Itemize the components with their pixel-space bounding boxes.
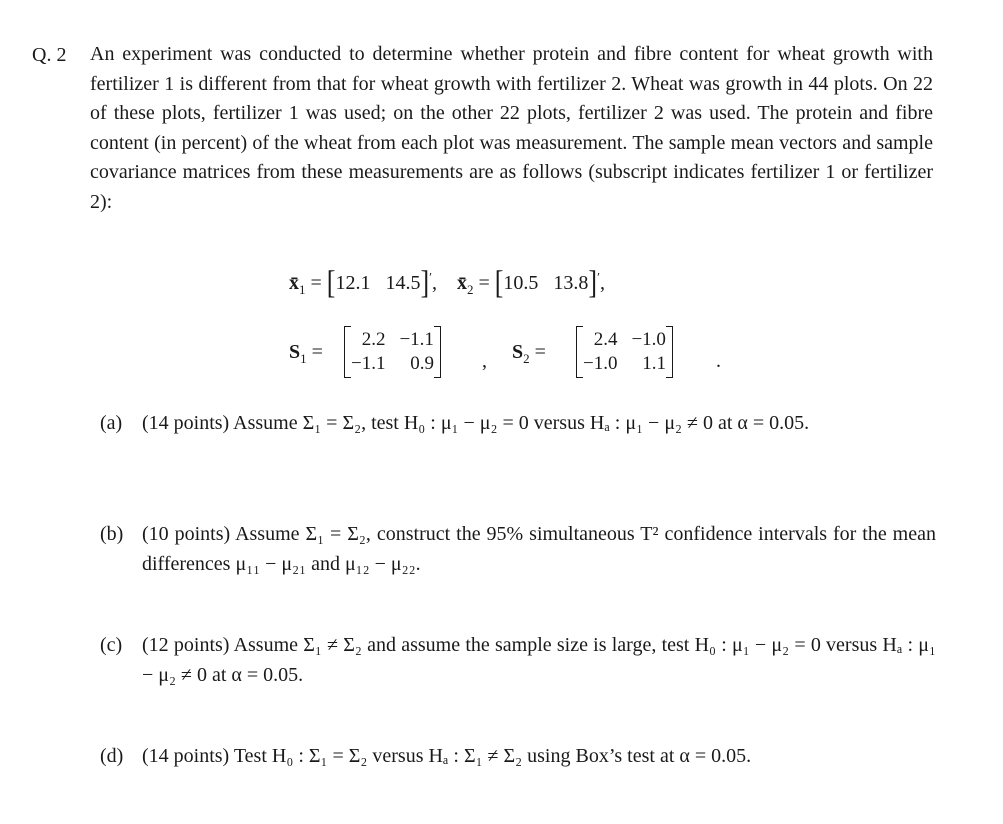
x1-value-2: 14.5 bbox=[385, 272, 421, 294]
question-intro: An experiment was conducted to determine whether protein and fibre content for wheat growth with fertilizer 1 is different from that for wheat growth with fertilizer 2. Wheat was growth in 44 plots. On 22 of these plots, fertilizer 1 was used; on the other 22 plots, fertilizer 2 was used. The protein and fibre content (in percent) of the wheat from each plot was measurement. The sample mean vectors and sample covariance matrices from these measurements are as follows (subscript indicates fertilizer 1 or fertilizer 2): bbox=[90, 43, 933, 213]
s1-label-group: $S_1$ = bbox=[289, 341, 323, 366]
s2-cell-22: 1.1 bbox=[642, 353, 666, 374]
s2-symbol: S bbox=[512, 341, 524, 363]
part-b-text: Assume Σ₁ = Σ₂, construct the 95% simultaneous T² confidence intervals for the mean differences μ₁₁ − μ₂₁ and μ₁₂ − μ₂₂. bbox=[142, 523, 936, 575]
part-d-label: (d) bbox=[100, 745, 124, 767]
s1-cell-22: 0.9 bbox=[410, 353, 434, 374]
x2-symbol: x̄ bbox=[456, 272, 467, 294]
part-c-points: (12 points) bbox=[142, 634, 230, 656]
mean-vectors-line: $x̄_1 = [12.1$ 14.5]′, $x̄_2 = [10.5$ 13.8]′, bbox=[289, 264, 605, 301]
part-a bbox=[100, 409, 936, 439]
s1-subscript: 1 bbox=[300, 351, 307, 366]
s2-cell-12: −1.0 bbox=[631, 329, 666, 350]
x2-value-1: 10.5 bbox=[503, 272, 539, 294]
x1-symbol: x̄ bbox=[289, 272, 299, 294]
s1-cell-12: −1.1 bbox=[399, 329, 434, 350]
x2-subscript: 2 bbox=[466, 282, 474, 297]
part-a-points: (14 points) bbox=[142, 412, 230, 434]
part-a-text: Assume Σ₁ = Σ₂, test H₀ : μ₁ − μ₂ = 0 versus Hₐ : μ₁ − μ₂ ≠ 0 at α = 0.05. bbox=[233, 412, 810, 434]
part-d bbox=[100, 742, 936, 772]
part-b-label: (b) bbox=[100, 523, 124, 545]
part-c-text: Assume Σ₁ ≠ Σ₂ and assume the sample size is large, test H₀ : μ₁ − μ₂ = 0 versus Hₐ : μ₁ − μ₂ ≠ 0 at α = 0.05. bbox=[142, 634, 936, 686]
part-d-points: (14 points) bbox=[142, 745, 230, 767]
s2-label-group: $S_2$ = bbox=[512, 341, 546, 366]
part-c bbox=[100, 631, 936, 690]
s1-matrix bbox=[344, 326, 441, 378]
s2-cell-11: 2.4 bbox=[593, 329, 618, 350]
part-b-points: (10 points) bbox=[142, 523, 231, 545]
s2-matrix bbox=[576, 326, 673, 378]
x1-value-1: 12.1 bbox=[335, 272, 371, 294]
s1-symbol: S bbox=[289, 341, 301, 363]
s2-cell-21: −1.0 bbox=[583, 353, 618, 374]
question-label: Q. 2 bbox=[32, 44, 67, 66]
part-c-label: (c) bbox=[100, 634, 123, 656]
s2-subscript: 2 bbox=[523, 351, 530, 366]
part-a-label: (a) bbox=[100, 412, 123, 434]
s1-cell-21: −1.1 bbox=[351, 353, 386, 374]
part-b bbox=[100, 520, 936, 579]
part-d-text: Test H₀ : Σ₁ = Σ₂ versus Hₐ : Σ₁ ≠ Σ₂ using Box’s test at α = 0.05. bbox=[233, 745, 752, 767]
x1-subscript: 1 bbox=[299, 282, 306, 297]
document-page: Q. 2 An experiment was conducted to determine whether protein and fibre content for wheat growth with fertilizer 1 is different from that for wheat growth with fertilizer 2. Wheat was growth in 44 plots. On 22 of these plots, fertilizer 1 was used; on the other 22 plots, fertilizer 2 was used. The protein and fibre content (in percent) of the wheat from each plot was measurement. The sample mean vectors and sample covariance matrices from these measurements are as follows (subscript indicates fertilizer 1 or fertilizer 2): $x̄_1 = [12.1$ 14.5]′, $x̄_2 = [10.5$ 13.8]′, $S_1$ = 2.2 −1.1 −1.1 0.9 , $S_2$ = 2.4 −1.0 −1.0 1.1 . (a) (14 points) Assume Σ₁ = Σ₂, test H₀ : μ₁ − μ₂ = 0 versus Hₐ : μ₁ − μ₂ ≠ 0 at α = 0.05. (b) (10 points) Assume Σ₁ = Σ₂, construct the 95% simultaneous T² confidence intervals for the mean differences μ₁₁ − μ₂₁ and μ₁₂ − μ₂₂. (c) (12 points) Assume Σ₁ ≠ Σ₂ and assume the sample size is large, test H₀ : μ₁ − μ₂ = 0 versus Hₐ : μ₁ − μ₂ ≠ 0 at α = 0.05. (d) (14 points) Test H₀ : Σ₁ = Σ₂ versus Hₐ : Σ₁ ≠ Σ₂ using Box’s test at α = 0.05. bbox=[0, 0, 1003, 824]
x2-value-2: 13.8 bbox=[553, 272, 589, 294]
s1-cell-11: 2.2 bbox=[361, 329, 386, 350]
